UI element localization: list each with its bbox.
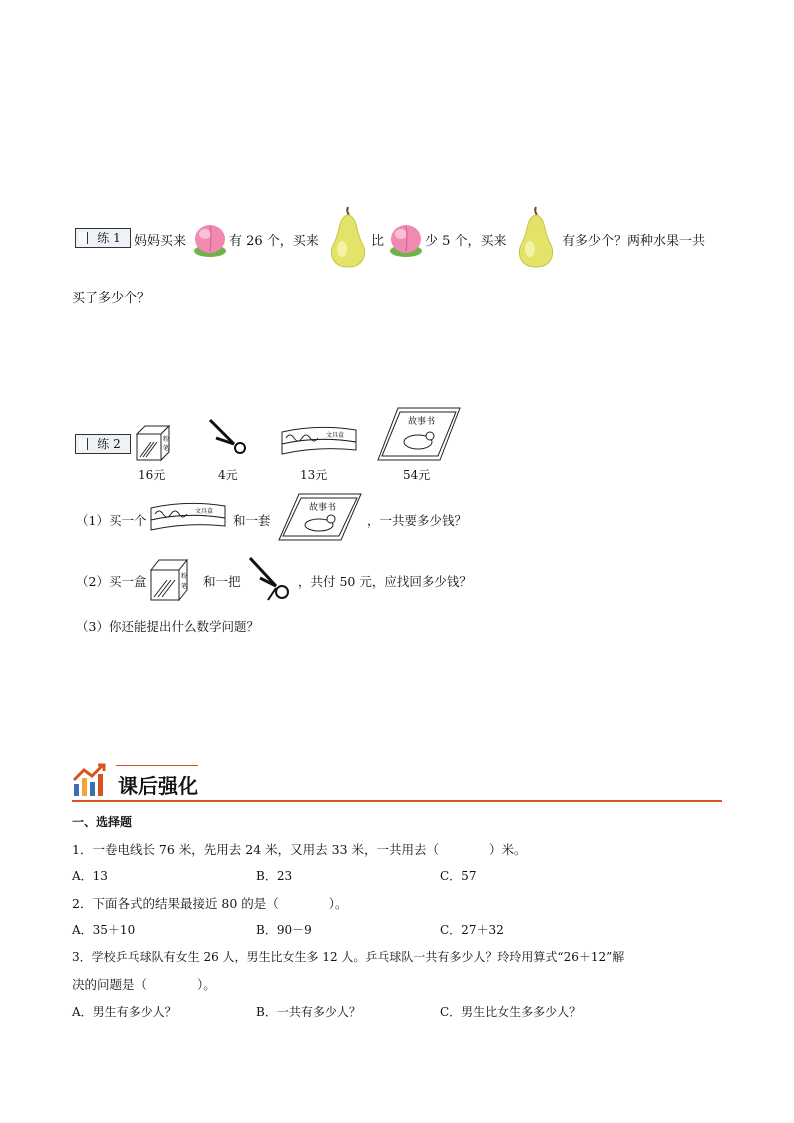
section-subtitle: 一、选择题 [72,815,133,829]
section-title: 课后强化 [118,774,198,798]
svg-text:文具盒: 文具盒 [195,508,214,515]
question-1: 1．一卷电线长 76 米，先用去 24 米，又用去 33 米，一共用去（ ）米。 [72,842,527,857]
q1-option-b: B．23 [256,869,293,883]
q1-option-c: C．57 [440,869,477,883]
scissors-icon-2 [246,556,294,604]
peach-icon [190,219,230,259]
story-book-title: 故事书 [408,417,436,427]
ex2-q1-part2: 和一套 [233,513,271,528]
question-3: 3．学校乒乓球队有女生 26 人，男生比女生多 12 人。乒乓球队一共有多少人？玲玲用算式“26＋12”解 [72,950,625,964]
exercise-1-tag: 练 1 [75,228,131,248]
peach-icon-2 [386,219,426,259]
q2-option-a: A．35＋10 [72,923,136,937]
chalk-box-icon [133,424,173,462]
svg-text:笔: 笔 [163,445,170,452]
ex2-q2-part1: （2）买一盒 [76,574,147,589]
scissors-icon [206,418,252,456]
price-book: 54元 [403,468,431,482]
svg-text:粉: 粉 [181,573,188,580]
q1-option-a: A．13 [72,869,108,883]
svg-text:笔: 笔 [181,583,188,590]
exercise-2-tag: 练 2 [75,434,131,454]
question-3-cont: 决的问题是（ ）。 [72,977,216,992]
ex2-q2-part3: ，共付 50 元，应找回多少钱？ [298,574,472,589]
q3-option-a: A．男生有多少人？ [72,1005,177,1019]
pencil-box-icon-2 [147,500,229,534]
price-scissors: 4元 [218,468,238,482]
ex2-q1-part3: ，一共要多少钱？ [367,513,468,528]
chart-logo-icon [72,762,106,798]
ex2-q1-part1: （1）买一个 [76,513,147,528]
pear-icon-2 [512,205,558,269]
ex1-text-3: 比 [371,234,385,249]
svg-text:文具盒: 文具盒 [326,432,345,439]
svg-text:粉: 粉 [163,436,170,443]
ex1-text-5: 有多少个？两种水果一共 [562,234,706,249]
story-book-icon-2 [277,492,363,542]
q2-option-b: B．90－9 [256,923,312,937]
ex1-text-4: 少 5 个，买来 [425,234,507,249]
chalk-box-icon-2 [147,558,191,602]
q3-option-c: C．男生比女生多多少人？ [440,1005,582,1019]
story-book-icon [376,406,462,462]
svg-text:故事书: 故事书 [309,503,337,513]
price-chalk: 16元 [138,468,166,482]
pear-icon [324,205,370,269]
ex2-q3: （3）你还能提出什么数学问题？ [76,619,259,634]
ex2-q2-part2: 和一把 [203,574,241,589]
ex1-text-6: 买了多少个？ [72,291,151,306]
question-2: 2．下面各式的结果最接近 80 的是（ ）。 [72,896,348,911]
price-pencil-box: 13元 [300,468,328,482]
title-top-rule [116,765,198,766]
q2-option-c: C．27＋32 [440,923,504,937]
ex1-text-2: 有 26 个，买来 [229,234,319,249]
ex1-text-1: 妈妈买来 [134,234,187,249]
pencil-box-icon [278,424,360,458]
section-divider [72,800,722,802]
q3-option-b: B．一共有多少人？ [256,1005,361,1019]
